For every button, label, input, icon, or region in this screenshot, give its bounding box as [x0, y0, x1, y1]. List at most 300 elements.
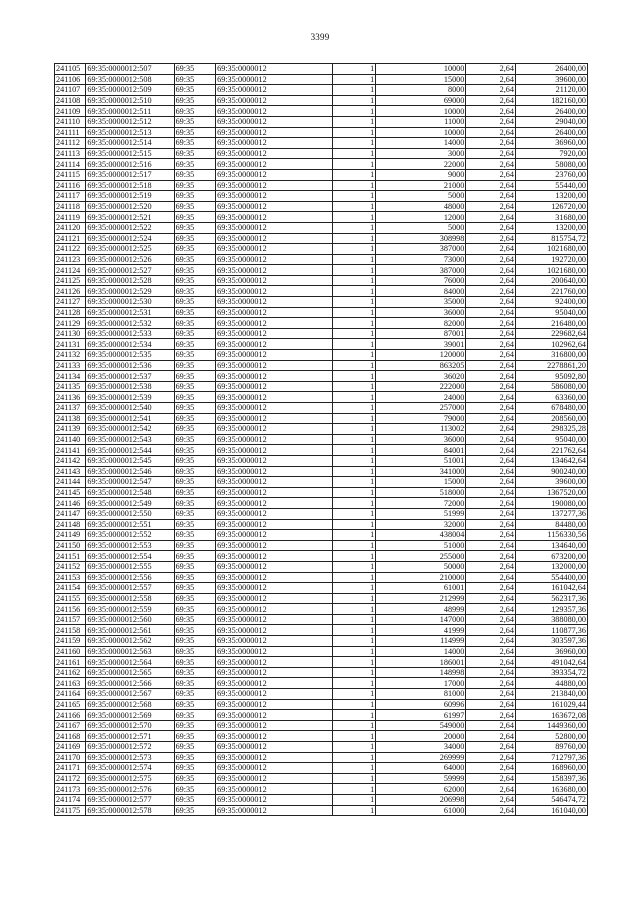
- area-cell: 269999: [376, 752, 466, 763]
- value-cell: 562317,36: [515, 593, 587, 604]
- cadastral-number-cell: 69:35:0000012:536: [86, 360, 174, 371]
- region-code-cell: 69:35: [174, 222, 216, 233]
- block-number-cell: 69:35:0000012: [216, 646, 333, 657]
- count-cell: 1: [332, 784, 376, 795]
- table-row: [55, 794, 588, 805]
- row-id-cell: 241149: [55, 530, 86, 541]
- area-cell: 210000: [376, 572, 466, 583]
- table-row: [55, 212, 588, 223]
- block-number-cell: 69:35:0000012: [216, 678, 333, 689]
- cadastral-number-cell: 69:35:0000012:549: [86, 498, 174, 509]
- area-cell: 147000: [376, 614, 466, 625]
- count-cell: 1: [332, 636, 376, 647]
- row-id-cell: 241150: [55, 540, 86, 551]
- cadastral-number-cell: 69:35:0000012:575: [86, 773, 174, 784]
- area-cell: 341000: [376, 466, 466, 477]
- rate-cell: 2,64: [466, 64, 516, 75]
- cadastral-number-cell: 69:35:0000012:563: [86, 646, 174, 657]
- row-id-cell: 241165: [55, 699, 86, 710]
- row-id-cell: 241109: [55, 106, 86, 117]
- count-cell: 1: [332, 794, 376, 805]
- value-cell: 137277,36: [515, 508, 587, 519]
- table-row: [55, 180, 588, 191]
- value-cell: 673200,00: [515, 551, 587, 562]
- row-id-cell: 241107: [55, 85, 86, 96]
- region-code-cell: 69:35: [174, 159, 216, 170]
- table-row: [55, 381, 588, 392]
- area-cell: 17000: [376, 678, 466, 689]
- cadastral-number-cell: 69:35:0000012:537: [86, 371, 174, 382]
- row-id-cell: 241118: [55, 201, 86, 212]
- count-cell: 1: [332, 95, 376, 106]
- region-code-cell: 69:35: [174, 201, 216, 212]
- count-cell: 1: [332, 593, 376, 604]
- area-cell: 10000: [376, 127, 466, 138]
- cadastral-number-cell: 69:35:0000012:520: [86, 201, 174, 212]
- block-number-cell: 69:35:0000012: [216, 572, 333, 583]
- row-id-cell: 241168: [55, 731, 86, 742]
- block-number-cell: 69:35:0000012: [216, 498, 333, 509]
- rate-cell: 2,64: [466, 699, 516, 710]
- region-code-cell: 69:35: [174, 572, 216, 583]
- row-id-cell: 241128: [55, 307, 86, 318]
- cadastral-number-cell: 69:35:0000012:545: [86, 455, 174, 466]
- region-code-cell: 69:35: [174, 805, 216, 816]
- row-id-cell: 241131: [55, 339, 86, 350]
- value-cell: 110877,36: [515, 625, 587, 636]
- cadastral-number-cell: 69:35:0000012:554: [86, 551, 174, 562]
- cadastral-number-cell: 69:35:0000012:513: [86, 127, 174, 138]
- rate-cell: 2,64: [466, 403, 516, 414]
- row-id-cell: 241140: [55, 434, 86, 445]
- cadastral-number-cell: 69:35:0000012:527: [86, 265, 174, 276]
- region-code-cell: 69:35: [174, 530, 216, 541]
- table-row: [55, 222, 588, 233]
- count-cell: 1: [332, 519, 376, 530]
- rate-cell: 2,64: [466, 328, 516, 339]
- count-cell: 1: [332, 275, 376, 286]
- value-cell: 13200,00: [515, 191, 587, 202]
- rate-cell: 2,64: [466, 339, 516, 350]
- region-code-cell: 69:35: [174, 180, 216, 191]
- value-cell: 1449360,00: [515, 720, 587, 731]
- cadastral-number-cell: 69:35:0000012:535: [86, 350, 174, 361]
- region-code-cell: 69:35: [174, 667, 216, 678]
- area-cell: 113002: [376, 424, 466, 435]
- block-number-cell: 69:35:0000012: [216, 689, 333, 700]
- cadastral-number-cell: 69:35:0000012:517: [86, 169, 174, 180]
- block-number-cell: 69:35:0000012: [216, 318, 333, 329]
- count-cell: 1: [332, 678, 376, 689]
- value-cell: 1156330,56: [515, 530, 587, 541]
- table-row: [55, 561, 588, 572]
- block-number-cell: 69:35:0000012: [216, 360, 333, 371]
- block-number-cell: 69:35:0000012: [216, 212, 333, 223]
- value-cell: 678480,00: [515, 403, 587, 414]
- region-code-cell: 69:35: [174, 74, 216, 85]
- region-code-cell: 69:35: [174, 699, 216, 710]
- value-cell: 26400,00: [515, 127, 587, 138]
- region-code-cell: 69:35: [174, 424, 216, 435]
- block-number-cell: 69:35:0000012: [216, 763, 333, 774]
- value-cell: 95040,00: [515, 307, 587, 318]
- cadastral-number-cell: 69:35:0000012:569: [86, 710, 174, 721]
- cadastral-number-cell: 69:35:0000012:574: [86, 763, 174, 774]
- table-row: [55, 244, 588, 255]
- count-cell: 1: [332, 244, 376, 255]
- row-id-cell: 241166: [55, 710, 86, 721]
- row-id-cell: 241164: [55, 689, 86, 700]
- value-cell: 134640,00: [515, 540, 587, 551]
- rate-cell: 2,64: [466, 508, 516, 519]
- row-id-cell: 241142: [55, 455, 86, 466]
- block-number-cell: 69:35:0000012: [216, 127, 333, 138]
- table-body: [55, 64, 588, 816]
- row-id-cell: 241135: [55, 381, 86, 392]
- rate-cell: 2,64: [466, 244, 516, 255]
- count-cell: 1: [332, 85, 376, 96]
- rate-cell: 2,64: [466, 212, 516, 223]
- rate-cell: 2,64: [466, 381, 516, 392]
- area-cell: 59999: [376, 773, 466, 784]
- cadastral-number-cell: 69:35:0000012:531: [86, 307, 174, 318]
- value-cell: 39600,00: [515, 74, 587, 85]
- value-cell: 102962,64: [515, 339, 587, 350]
- count-cell: 1: [332, 138, 376, 149]
- value-cell: 31680,00: [515, 212, 587, 223]
- rate-cell: 2,64: [466, 445, 516, 456]
- block-number-cell: 69:35:0000012: [216, 381, 333, 392]
- table-row: [55, 350, 588, 361]
- region-code-cell: 69:35: [174, 328, 216, 339]
- region-code-cell: 69:35: [174, 678, 216, 689]
- rate-cell: 2,64: [466, 233, 516, 244]
- value-cell: 89760,00: [515, 742, 587, 753]
- table-row: [55, 64, 588, 75]
- block-number-cell: 69:35:0000012: [216, 85, 333, 96]
- area-cell: 48000: [376, 201, 466, 212]
- value-cell: 190080,00: [515, 498, 587, 509]
- row-id-cell: 241143: [55, 466, 86, 477]
- rate-cell: 2,64: [466, 604, 516, 615]
- region-code-cell: 69:35: [174, 731, 216, 742]
- region-code-cell: 69:35: [174, 742, 216, 753]
- count-cell: 1: [332, 667, 376, 678]
- value-cell: 393354,72: [515, 667, 587, 678]
- table-row: [55, 127, 588, 138]
- row-id-cell: 241175: [55, 805, 86, 816]
- rate-cell: 2,64: [466, 286, 516, 297]
- row-id-cell: 241173: [55, 784, 86, 795]
- block-number-cell: 69:35:0000012: [216, 731, 333, 742]
- region-code-cell: 69:35: [174, 350, 216, 361]
- table-row: [55, 424, 588, 435]
- count-cell: 1: [332, 64, 376, 75]
- count-cell: 1: [332, 551, 376, 562]
- cadastral-number-cell: 69:35:0000012:530: [86, 297, 174, 308]
- block-number-cell: 69:35:0000012: [216, 625, 333, 636]
- table-row: [55, 297, 588, 308]
- block-number-cell: 69:35:0000012: [216, 636, 333, 647]
- region-code-cell: 69:35: [174, 191, 216, 202]
- area-cell: 62000: [376, 784, 466, 795]
- row-id-cell: 241144: [55, 477, 86, 488]
- row-id-cell: 241121: [55, 233, 86, 244]
- count-cell: 1: [332, 222, 376, 233]
- cadastral-number-cell: 69:35:0000012:550: [86, 508, 174, 519]
- block-number-cell: 69:35:0000012: [216, 614, 333, 625]
- table-row: [55, 201, 588, 212]
- table-row: [55, 498, 588, 509]
- table-row: [55, 530, 588, 541]
- row-id-cell: 241132: [55, 350, 86, 361]
- block-number-cell: 69:35:0000012: [216, 742, 333, 753]
- area-cell: 32000: [376, 519, 466, 530]
- cadastral-number-cell: 69:35:0000012:547: [86, 477, 174, 488]
- area-cell: 255000: [376, 551, 466, 562]
- region-code-cell: 69:35: [174, 614, 216, 625]
- value-cell: 29040,00: [515, 116, 587, 127]
- table-row: [55, 572, 588, 583]
- count-cell: 1: [332, 720, 376, 731]
- row-id-cell: 241117: [55, 191, 86, 202]
- table-row: [55, 371, 588, 382]
- count-cell: 1: [332, 614, 376, 625]
- region-code-cell: 69:35: [174, 318, 216, 329]
- value-cell: 1367520,00: [515, 487, 587, 498]
- region-code-cell: 69:35: [174, 275, 216, 286]
- area-cell: 50000: [376, 561, 466, 572]
- row-id-cell: 241127: [55, 297, 86, 308]
- count-cell: 1: [332, 561, 376, 572]
- value-cell: 95092,80: [515, 371, 587, 382]
- row-id-cell: 241110: [55, 116, 86, 127]
- area-cell: 22000: [376, 159, 466, 170]
- area-cell: 87001: [376, 328, 466, 339]
- value-cell: 1021680,00: [515, 244, 587, 255]
- count-cell: 1: [332, 169, 376, 180]
- row-id-cell: 241161: [55, 657, 86, 668]
- value-cell: 1021680,00: [515, 265, 587, 276]
- cadastral-number-cell: 69:35:0000012:577: [86, 794, 174, 805]
- area-cell: 20000: [376, 731, 466, 742]
- cadastral-number-cell: 69:35:0000012:539: [86, 392, 174, 403]
- value-cell: 63360,00: [515, 392, 587, 403]
- region-code-cell: 69:35: [174, 657, 216, 668]
- rate-cell: 2,64: [466, 275, 516, 286]
- area-cell: 5000: [376, 222, 466, 233]
- area-cell: 21000: [376, 180, 466, 191]
- count-cell: 1: [332, 445, 376, 456]
- block-number-cell: 69:35:0000012: [216, 392, 333, 403]
- region-code-cell: 69:35: [174, 508, 216, 519]
- rate-cell: 2,64: [466, 572, 516, 583]
- rate-cell: 2,64: [466, 742, 516, 753]
- count-cell: 1: [332, 106, 376, 117]
- count-cell: 1: [332, 116, 376, 127]
- table-row: [55, 657, 588, 668]
- table-row: [55, 85, 588, 96]
- value-cell: 2278861,20: [515, 360, 587, 371]
- rate-cell: 2,64: [466, 614, 516, 625]
- block-number-cell: 69:35:0000012: [216, 593, 333, 604]
- area-cell: 60996: [376, 699, 466, 710]
- count-cell: 1: [332, 265, 376, 276]
- block-number-cell: 69:35:0000012: [216, 583, 333, 594]
- rate-cell: 2,64: [466, 678, 516, 689]
- area-cell: 72000: [376, 498, 466, 509]
- count-cell: 1: [332, 371, 376, 382]
- block-number-cell: 69:35:0000012: [216, 561, 333, 572]
- rate-cell: 2,64: [466, 222, 516, 233]
- block-number-cell: 69:35:0000012: [216, 477, 333, 488]
- block-number-cell: 69:35:0000012: [216, 307, 333, 318]
- region-code-cell: 69:35: [174, 784, 216, 795]
- region-code-cell: 69:35: [174, 254, 216, 265]
- area-cell: 9000: [376, 169, 466, 180]
- area-cell: 69000: [376, 95, 466, 106]
- block-number-cell: 69:35:0000012: [216, 519, 333, 530]
- page-number: 3399: [310, 32, 330, 42]
- table-row: [55, 169, 588, 180]
- count-cell: 1: [332, 646, 376, 657]
- cadastral-number-cell: 69:35:0000012:559: [86, 604, 174, 615]
- count-cell: 1: [332, 392, 376, 403]
- row-id-cell: 241151: [55, 551, 86, 562]
- row-id-cell: 241154: [55, 583, 86, 594]
- count-cell: 1: [332, 201, 376, 212]
- value-cell: 208560,00: [515, 413, 587, 424]
- area-cell: 51001: [376, 455, 466, 466]
- row-id-cell: 241147: [55, 508, 86, 519]
- table-row: [55, 455, 588, 466]
- cadastral-number-cell: 69:35:0000012:565: [86, 667, 174, 678]
- region-code-cell: 69:35: [174, 477, 216, 488]
- row-id-cell: 241119: [55, 212, 86, 223]
- table-row: [55, 487, 588, 498]
- block-number-cell: 69:35:0000012: [216, 424, 333, 435]
- row-id-cell: 241170: [55, 752, 86, 763]
- region-code-cell: 69:35: [174, 381, 216, 392]
- area-cell: 549000: [376, 720, 466, 731]
- row-id-cell: 241171: [55, 763, 86, 774]
- block-number-cell: 69:35:0000012: [216, 297, 333, 308]
- count-cell: 1: [332, 360, 376, 371]
- cadastral-number-cell: 69:35:0000012:533: [86, 328, 174, 339]
- rate-cell: 2,64: [466, 487, 516, 498]
- region-code-cell: 69:35: [174, 360, 216, 371]
- value-cell: 7920,00: [515, 148, 587, 159]
- rate-cell: 2,64: [466, 530, 516, 541]
- table-row: [55, 720, 588, 731]
- value-cell: 58080,00: [515, 159, 587, 170]
- count-cell: 1: [332, 466, 376, 477]
- rate-cell: 2,64: [466, 74, 516, 85]
- cadastral-number-cell: 69:35:0000012:570: [86, 720, 174, 731]
- table-row: [55, 699, 588, 710]
- region-code-cell: 69:35: [174, 445, 216, 456]
- value-cell: 586080,00: [515, 381, 587, 392]
- region-code-cell: 69:35: [174, 720, 216, 731]
- area-cell: 81000: [376, 689, 466, 700]
- table-row: [55, 116, 588, 127]
- count-cell: 1: [332, 180, 376, 191]
- area-cell: 76000: [376, 275, 466, 286]
- rate-cell: 2,64: [466, 254, 516, 265]
- table-row: [55, 689, 588, 700]
- rate-cell: 2,64: [466, 805, 516, 816]
- cadastral-number-cell: 69:35:0000012:519: [86, 191, 174, 202]
- table-row: [55, 763, 588, 774]
- row-id-cell: 241169: [55, 742, 86, 753]
- row-id-cell: 241126: [55, 286, 86, 297]
- block-number-cell: 69:35:0000012: [216, 445, 333, 456]
- block-number-cell: 69:35:0000012: [216, 339, 333, 350]
- table-row: [55, 339, 588, 350]
- value-cell: 182160,00: [515, 95, 587, 106]
- block-number-cell: 69:35:0000012: [216, 244, 333, 255]
- region-code-cell: 69:35: [174, 169, 216, 180]
- region-code-cell: 69:35: [174, 540, 216, 551]
- region-code-cell: 69:35: [174, 593, 216, 604]
- table-row: [55, 275, 588, 286]
- table-row: [55, 307, 588, 318]
- area-cell: 36020: [376, 371, 466, 382]
- cadastral-number-cell: 69:35:0000012:534: [86, 339, 174, 350]
- block-number-cell: 69:35:0000012: [216, 403, 333, 414]
- region-code-cell: 69:35: [174, 636, 216, 647]
- region-code-cell: 69:35: [174, 307, 216, 318]
- rate-cell: 2,64: [466, 85, 516, 96]
- rate-cell: 2,64: [466, 519, 516, 530]
- cadastral-number-cell: 69:35:0000012:555: [86, 561, 174, 572]
- area-cell: 518000: [376, 487, 466, 498]
- cadastral-number-cell: 69:35:0000012:544: [86, 445, 174, 456]
- value-cell: 216480,00: [515, 318, 587, 329]
- table-row: [55, 286, 588, 297]
- row-id-cell: 241136: [55, 392, 86, 403]
- row-id-cell: 241116: [55, 180, 86, 191]
- block-number-cell: 69:35:0000012: [216, 657, 333, 668]
- rate-cell: 2,64: [466, 318, 516, 329]
- region-code-cell: 69:35: [174, 95, 216, 106]
- cadastral-number-cell: 69:35:0000012:514: [86, 138, 174, 149]
- value-cell: 161029,44: [515, 699, 587, 710]
- cadastral-number-cell: 69:35:0000012:552: [86, 530, 174, 541]
- cadastral-number-cell: 69:35:0000012:521: [86, 212, 174, 223]
- cadastral-number-cell: 69:35:0000012:572: [86, 742, 174, 753]
- row-id-cell: 241114: [55, 159, 86, 170]
- rate-cell: 2,64: [466, 625, 516, 636]
- block-number-cell: 69:35:0000012: [216, 699, 333, 710]
- table-row: [55, 477, 588, 488]
- table-row: [55, 191, 588, 202]
- row-id-cell: 241148: [55, 519, 86, 530]
- area-cell: 863205: [376, 360, 466, 371]
- count-cell: 1: [332, 805, 376, 816]
- cadastral-number-cell: 69:35:0000012:566: [86, 678, 174, 689]
- rate-cell: 2,64: [466, 371, 516, 382]
- cadastral-number-cell: 69:35:0000012:541: [86, 413, 174, 424]
- table-row: [55, 604, 588, 615]
- area-cell: 35000: [376, 297, 466, 308]
- value-cell: 36960,00: [515, 138, 587, 149]
- area-cell: 84001: [376, 445, 466, 456]
- count-cell: 1: [332, 339, 376, 350]
- block-number-cell: 69:35:0000012: [216, 752, 333, 763]
- count-cell: 1: [332, 498, 376, 509]
- area-cell: 39001: [376, 339, 466, 350]
